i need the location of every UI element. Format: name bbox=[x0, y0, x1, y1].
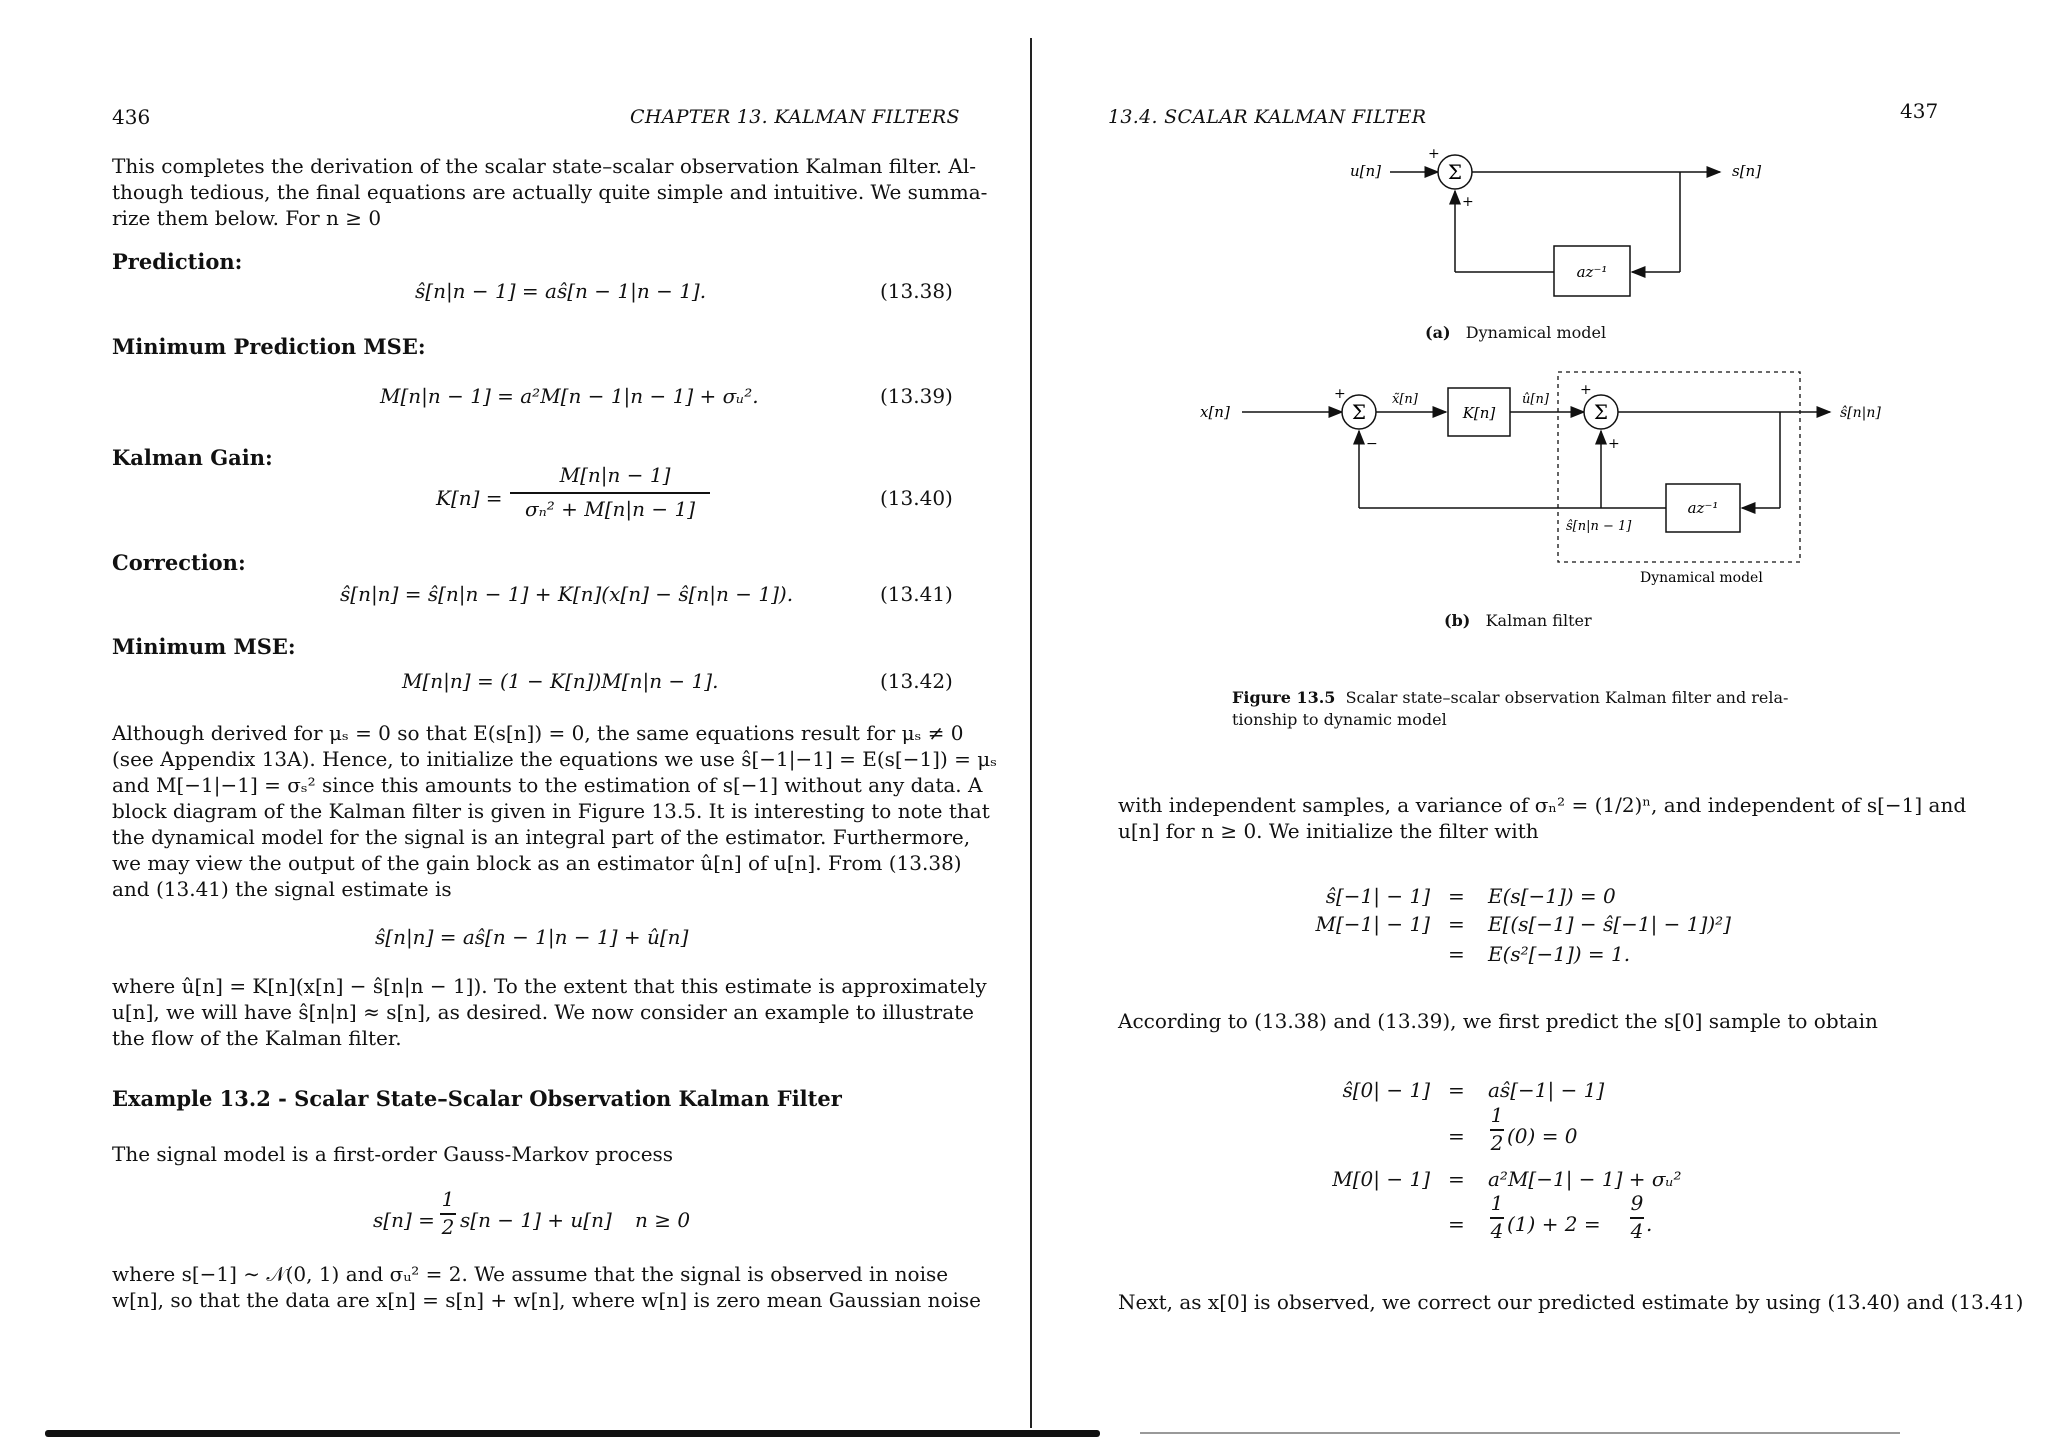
min-mse-equation: M[n|n] = (1 − K[n])M[n|n − 1]. bbox=[402, 669, 719, 693]
innovation-label: x̃[n] bbox=[1392, 392, 1418, 407]
para-line: where û[n] = K[n](x[n] − ŝ[n|n − 1]). To the extent that this estimate is approximately bbox=[112, 974, 987, 998]
frac-den: 4 bbox=[1490, 1219, 1504, 1243]
input-label: u[n] bbox=[1350, 162, 1382, 180]
frac-num: 1 bbox=[1490, 1103, 1504, 1127]
eq-op: = bbox=[1448, 1078, 1465, 1102]
eq-rhs: a²M[−1| − 1] + σᵤ² bbox=[1488, 1167, 1682, 1191]
para-line: the dynamical model for the signal is an integral part of the estimator. Furthermore, bbox=[112, 825, 971, 849]
eq-rhs: E[(s[−1] − ŝ[−1| − 1])²] bbox=[1488, 912, 1731, 936]
eq-op: = bbox=[1448, 942, 1465, 966]
min-prediction-mse-heading: Minimum Prediction MSE: bbox=[112, 334, 426, 359]
scan-edge bbox=[45, 1430, 1100, 1437]
para-line: we may view the output of the gain block as an estimator û[n] of u[n]. From (13.38) bbox=[112, 851, 962, 875]
example-intro: The signal model is a first-order Gauss-Markov process bbox=[112, 1142, 674, 1166]
eq-lhs: M[0| − 1] bbox=[1332, 1167, 1430, 1191]
signal-estimate-equation: ŝ[n|n] = aŝ[n − 1|n − 1] + û[n] bbox=[375, 925, 689, 949]
eq-rhs: (1) + 2 = bbox=[1507, 1212, 1601, 1236]
equation-number: (13.40) bbox=[880, 486, 953, 510]
intro-line: though tedious, the final equations are actually quite simple and intuitive. We summa- bbox=[112, 180, 988, 204]
caption-tag: (a) bbox=[1425, 323, 1451, 342]
figure-caption-line: tionship to dynamic model bbox=[1232, 710, 1447, 729]
eq-rhs: aŝ[−1| − 1] bbox=[1488, 1078, 1605, 1102]
model-rhs: s[n − 1] + u[n] bbox=[460, 1208, 612, 1232]
right-page bbox=[1030, 0, 2048, 1446]
output-label: s[n] bbox=[1732, 162, 1762, 180]
plus-sign: + bbox=[1334, 386, 1346, 402]
eq-op: = bbox=[1448, 1124, 1465, 1148]
prediction-heading: Prediction: bbox=[112, 249, 243, 274]
plus-sign: + bbox=[1608, 436, 1620, 452]
eq-op: = bbox=[1448, 912, 1465, 936]
delay-label: az⁻¹ bbox=[1576, 263, 1608, 281]
kalman-gain-lhs: K[n] = bbox=[436, 486, 503, 510]
eq-rhs: (0) = 0 bbox=[1507, 1124, 1578, 1148]
caption-text: Dynamical model bbox=[1465, 323, 1607, 342]
para-line: block diagram of the Kalman filter is given in Figure 13.5. It is interesting to note that bbox=[112, 799, 990, 823]
eq-lhs: M[−1| − 1] bbox=[1315, 912, 1430, 936]
model-frac-num: 1 bbox=[441, 1187, 455, 1211]
minus-sign: − bbox=[1366, 436, 1378, 452]
eq-lhs: ŝ[−1| − 1] bbox=[1325, 884, 1430, 908]
sum-symbol: Σ bbox=[1351, 400, 1367, 424]
para-line: u[n] for n ≥ 0. We initialize the filter with bbox=[1118, 819, 1539, 843]
correction-intro: Next, as x[0] is observed, we correct our predicted estimate by using (13.40) and (13.41) bbox=[1118, 1290, 2024, 1314]
input-label: x[n] bbox=[1200, 403, 1230, 421]
min-mse-heading: Minimum MSE: bbox=[112, 634, 296, 659]
kalman-filter-diagram bbox=[1180, 360, 1900, 600]
frac-den: 2 bbox=[1490, 1131, 1504, 1155]
para-line: and (13.41) the signal estimate is bbox=[112, 877, 452, 901]
sum-symbol: Σ bbox=[1447, 160, 1463, 184]
gain-label: K[n] bbox=[1462, 404, 1496, 422]
para-line: the flow of the Kalman filter. bbox=[112, 1026, 402, 1050]
frac-num: 9 bbox=[1630, 1191, 1644, 1215]
intro-line: rize them below. For n ≥ 0 bbox=[112, 206, 382, 230]
left-page-number: 436 bbox=[112, 105, 151, 129]
equation-number: (13.42) bbox=[880, 669, 953, 693]
frac-den: 4 bbox=[1630, 1219, 1644, 1243]
kalman-gain-denominator: σₙ² + M[n|n − 1] bbox=[524, 497, 696, 521]
eq-rhs: E(s[−1]) = 0 bbox=[1488, 884, 1616, 908]
prediction-intro: According to (13.38) and (13.39), we first predict the s[0] sample to obtain bbox=[1118, 1009, 1878, 1033]
right-page-number: 437 bbox=[1900, 99, 1939, 123]
para-line: and M[−1|−1] = σₛ² since this amounts to the estimation of s[−1] without any data. A bbox=[112, 773, 983, 797]
para-line: with independent samples, a variance of σₙ² = (1/2)ⁿ, and independent of s[−1] and bbox=[1118, 793, 1967, 817]
plus-sign: + bbox=[1428, 146, 1440, 162]
correction-heading: Correction: bbox=[112, 550, 246, 575]
eq-rhs: E(s²[−1]) = 1. bbox=[1488, 942, 1631, 966]
delay-label: az⁻¹ bbox=[1687, 499, 1719, 517]
figure-label: Figure 13.5 bbox=[1232, 688, 1336, 707]
para-line: w[n], so that the data are x[n] = s[n] + w[n], where w[n] is zero mean Gaussian noise bbox=[112, 1288, 981, 1312]
diagram-a-caption bbox=[1425, 320, 1606, 346]
right-running-header: 13.4. SCALAR KALMAN FILTER bbox=[1108, 106, 1427, 128]
dynamical-model-label: Dynamical model bbox=[1640, 570, 1763, 586]
sum-symbol: Σ bbox=[1593, 400, 1609, 424]
caption-tag: (b) bbox=[1444, 611, 1471, 630]
para-line: Although derived for μₛ = 0 so that E(s[n]) = 0, the same equations result for μₛ ≠ 0 bbox=[112, 721, 964, 745]
kalman-gain-numerator: M[n|n − 1] bbox=[559, 463, 671, 487]
eq-op: = bbox=[1448, 1167, 1465, 1191]
kalman-gain-heading: Kalman Gain: bbox=[112, 445, 273, 470]
plus-sign: + bbox=[1462, 194, 1474, 210]
fraction-bar bbox=[510, 492, 710, 494]
dynamical-model-diagram bbox=[1310, 140, 1770, 320]
eq-op: = bbox=[1448, 884, 1465, 908]
correction-equation: ŝ[n|n] = ŝ[n|n − 1] + K[n](x[n] − ŝ[n|n − 1]). bbox=[340, 582, 794, 606]
eq-op: = bbox=[1448, 1212, 1465, 1236]
example-heading: Example 13.2 - Scalar State–Scalar Observation Kalman Filter bbox=[112, 1086, 842, 1111]
para-line: where s[−1] ∼ 𝒩(0, 1) and σᵤ² = 2. We assume that the signal is observed in noise bbox=[112, 1262, 949, 1286]
equation-number: (13.38) bbox=[880, 279, 953, 303]
diagram-b-caption bbox=[1444, 608, 1592, 634]
model-frac-den: 2 bbox=[441, 1215, 455, 1239]
left-running-header: CHAPTER 13. KALMAN FILTERS bbox=[630, 106, 960, 128]
prediction-equation: ŝ[n|n − 1] = aŝ[n − 1|n − 1]. bbox=[415, 279, 707, 303]
intro-line: This completes the derivation of the scalar state–scalar observation Kalman filter. Al- bbox=[112, 154, 976, 178]
para-line: (see Appendix 13A). Hence, to initialize the equations we use ŝ[−1|−1] = E(s[−1]) = μₛ bbox=[112, 747, 997, 771]
output-label: ŝ[n|n] bbox=[1840, 405, 1881, 421]
eq-lhs: ŝ[0| − 1] bbox=[1342, 1078, 1430, 1102]
u-hat-label: û[n] bbox=[1522, 392, 1549, 407]
equation-number: (13.41) bbox=[880, 582, 953, 606]
eq-end: . bbox=[1646, 1212, 1653, 1236]
para-line: u[n], we will have ŝ[n|n] ≈ s[n], as desired. We now consider an example to illustrate bbox=[112, 1000, 975, 1024]
plus-sign: + bbox=[1580, 382, 1592, 398]
feedback-label: ŝ[n|n − 1] bbox=[1566, 519, 1632, 534]
min-prediction-mse-equation: M[n|n − 1] = a²M[n − 1|n − 1] + σᵤ². bbox=[380, 384, 759, 408]
model-lhs: s[n] = bbox=[373, 1208, 435, 1232]
model-condition: n ≥ 0 bbox=[635, 1208, 691, 1232]
caption-text: Kalman filter bbox=[1485, 611, 1592, 630]
figure-caption-text: Scalar state–scalar observation Kalman filter and rela- bbox=[1345, 688, 1789, 707]
equation-number: (13.39) bbox=[880, 384, 953, 408]
frac-num: 1 bbox=[1490, 1191, 1504, 1215]
